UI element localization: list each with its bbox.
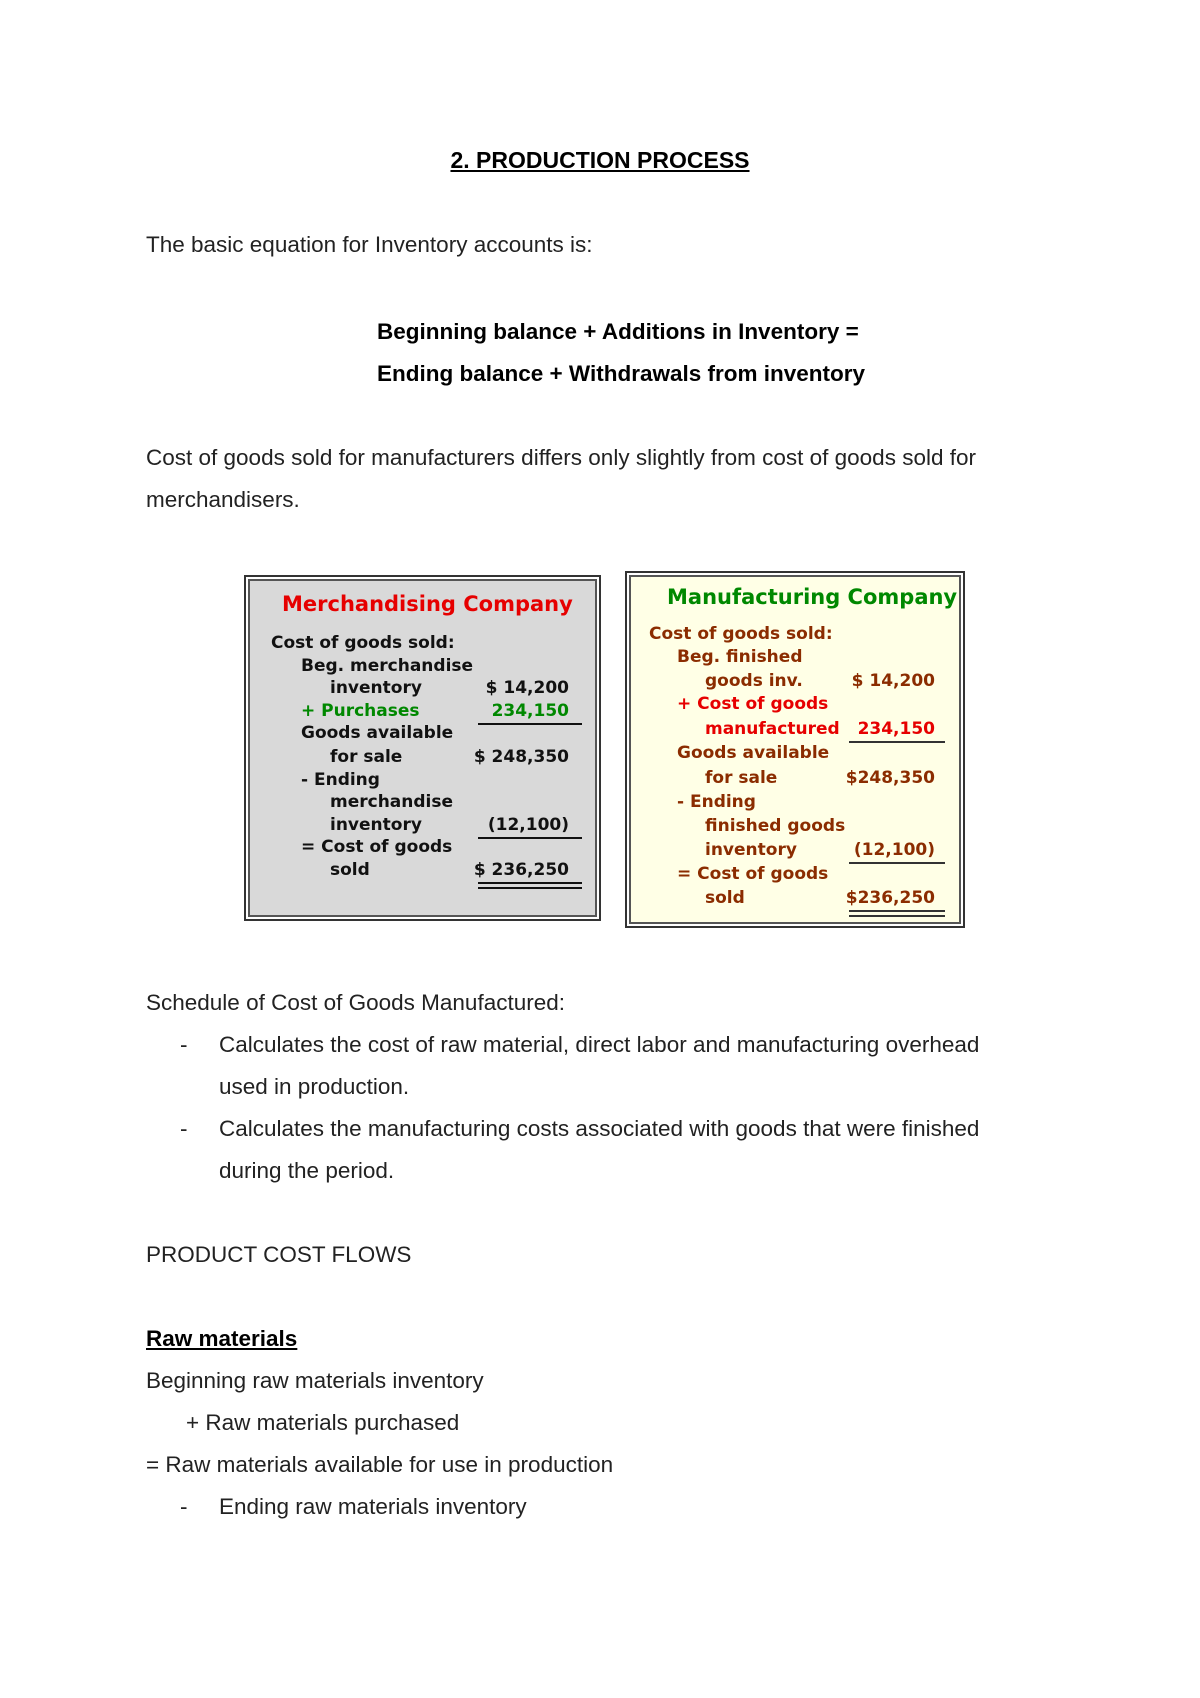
manu-total-line-1: = Cost of goods	[677, 864, 829, 884]
manufacturing-company-box	[625, 571, 965, 928]
cogs-paragraph	[146, 437, 1066, 521]
merch-end-underline	[478, 837, 582, 839]
manu-total-double-underline	[849, 910, 945, 917]
merch-total-double-underline	[478, 882, 582, 889]
manu-beg-line-1: Beg. finished	[677, 647, 803, 667]
manu-cogm-line-1: + Cost of goods	[677, 694, 829, 714]
raw-line-beginning: Beginning raw materials inventory	[146, 1368, 484, 1393]
merch-purchases-amount: 234,150	[491, 701, 569, 721]
intro-text: The basic equation for Inventory accounts is:	[146, 232, 593, 257]
raw-line-ending	[146, 1486, 1066, 1528]
manu-end-line-3: inventory	[705, 840, 797, 860]
bullet-line-1: Calculates the manufacturing costs associated with goods that were finished	[219, 1116, 980, 1141]
raw-ending-text: Ending raw materials inventory	[219, 1494, 527, 1519]
merch-end-line-2: merchandise	[330, 792, 454, 812]
manu-beg-line-2: goods inv.	[705, 671, 803, 691]
raw-line-available: = Raw materials available for use in production	[146, 1452, 614, 1477]
merch-total-amount: $ 236,250	[473, 860, 569, 880]
cogs-paragraph-line-1: Cost of goods sold for manufacturers differs only slightly from cost of goods sold for	[146, 445, 976, 470]
manu-cogs-label: Cost of goods sold:	[649, 624, 833, 644]
manu-total-amount: $236,250	[845, 888, 935, 908]
manu-end-underline	[849, 862, 945, 864]
manu-total-line-2: sold	[705, 888, 745, 908]
merch-avail-line-2: for sale	[330, 747, 403, 767]
bullet-dash: -	[180, 1116, 188, 1141]
schedule-bullet-2	[146, 1108, 1066, 1192]
merch-avail-amount: $ 248,350	[473, 747, 569, 767]
manu-cogm-underline	[849, 741, 945, 743]
manu-end-amount: (12,100)	[853, 840, 935, 860]
manu-cogm-line-2: manufactured	[705, 719, 840, 739]
equation-line-2: Ending balance + Withdrawals from inventory	[377, 361, 866, 386]
page-heading: 2. PRODUCTION PROCESS	[450, 147, 750, 173]
cogs-paragraph-line-2: merchandisers.	[146, 487, 300, 512]
merch-total-line-2: sold	[330, 860, 370, 880]
manu-box-title: Manufacturing Company	[667, 585, 958, 609]
bullet-line-2: used in production.	[219, 1074, 410, 1099]
merch-end-line-3: inventory	[330, 815, 422, 835]
merch-beg-amount: $ 14,200	[485, 678, 569, 698]
bullet-line-1: Calculates the cost of raw material, direct labor and manufacturing overhead	[219, 1032, 980, 1057]
merch-end-amount: (12,100)	[487, 815, 569, 835]
manu-avail-amount: $248,350	[845, 768, 935, 788]
raw-materials-heading: Raw materials	[146, 1326, 298, 1351]
bullet-dash: -	[180, 1032, 188, 1057]
merchandising-company-box	[244, 575, 601, 921]
merch-cogs-label: Cost of goods sold:	[271, 633, 455, 653]
schedule-bullet-1	[146, 1024, 1066, 1108]
manu-end-line-2: finished goods	[705, 816, 846, 836]
merch-end-line-1: - Ending	[301, 770, 380, 790]
merch-box-title: Merchandising Company	[282, 592, 573, 616]
manu-beg-amount: $ 14,200	[851, 671, 935, 691]
product-cost-flows-heading: PRODUCT COST FLOWS	[146, 1242, 412, 1267]
merch-beg-line-2: inventory	[330, 678, 422, 698]
manu-avail-line-2: for sale	[705, 768, 778, 788]
equation-line-1: Beginning balance + Additions in Inventory =	[377, 319, 859, 344]
manu-avail-line-1: Goods available	[677, 743, 830, 763]
schedule-heading: Schedule of Cost of Goods Manufactured:	[146, 990, 565, 1015]
bullet-line-2: during the period.	[219, 1158, 395, 1183]
merch-beg-line-1: Beg. merchandise	[301, 656, 474, 676]
raw-line-purchased: + Raw materials purchased	[186, 1410, 460, 1435]
merch-purchases-label: + Purchases	[301, 701, 420, 721]
merch-purchases-underline	[478, 723, 582, 725]
manu-cogm-amount: 234,150	[857, 719, 935, 739]
manu-end-line-1: - Ending	[677, 792, 756, 812]
merch-total-line-1: = Cost of goods	[301, 837, 453, 857]
merch-avail-line-1: Goods available	[301, 723, 454, 743]
raw-ending-dash: -	[180, 1494, 188, 1519]
